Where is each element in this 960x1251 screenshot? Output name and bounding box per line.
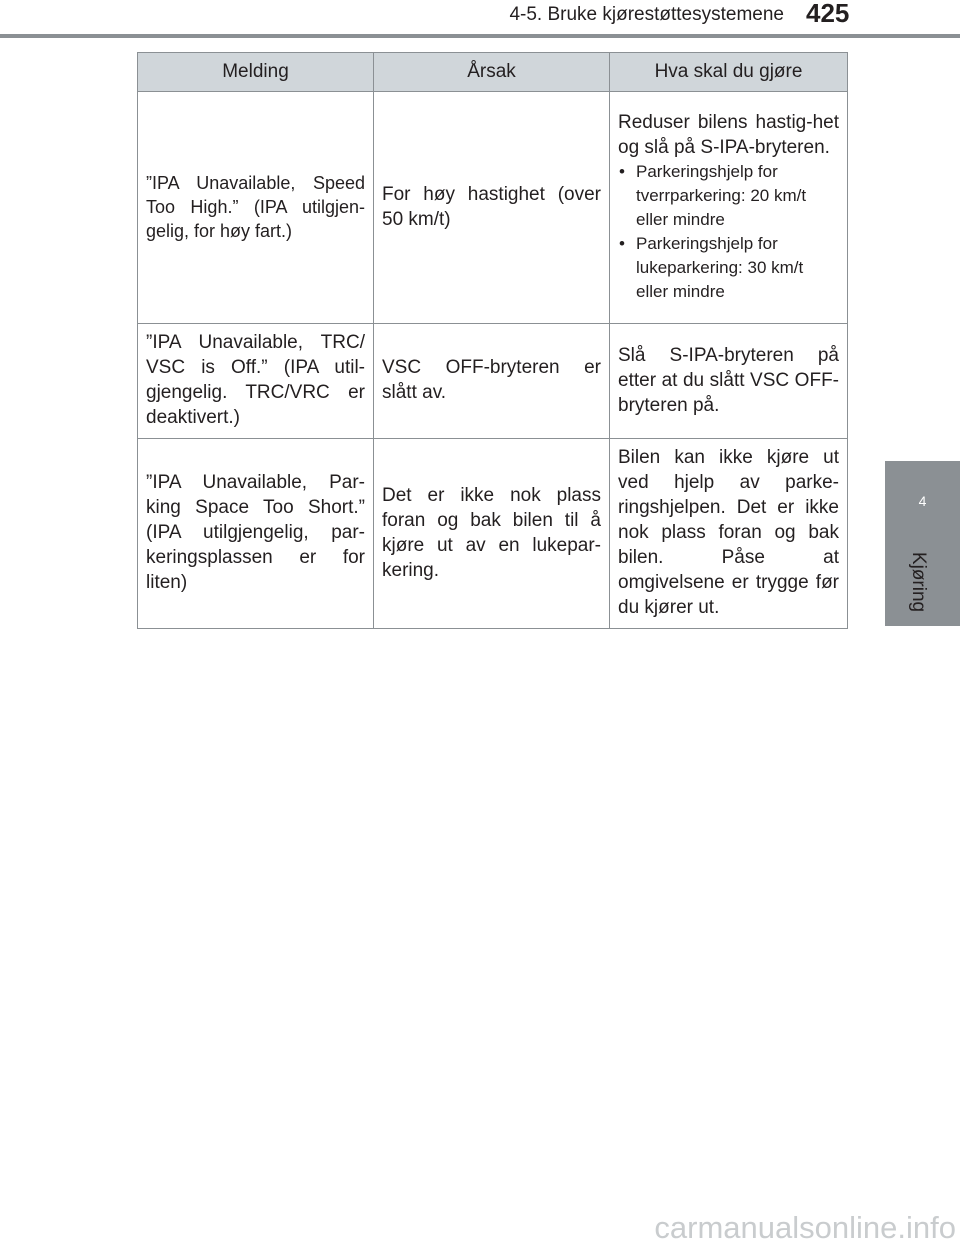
message-table: [137, 52, 848, 629]
speed-limit-list: [618, 160, 839, 304]
cause-cell: VSC OFF-bryteren er slått av.: [374, 324, 610, 439]
action-text: Reduser bilens hastig-het og slå på S-IPA-bryteren.: [618, 111, 839, 158]
watermark: carmanualsonline.info: [654, 1210, 956, 1245]
page-number: 425: [806, 0, 850, 28]
header-rule: [0, 34, 960, 38]
column-header-message: Melding: [138, 53, 374, 92]
table-header-row: [138, 53, 848, 92]
action-cell: [610, 92, 848, 324]
chapter-label: Kjøring: [908, 551, 929, 613]
cause-cell: Det er ikke nok plass foran og bak bilen til å kjøre ut av en lukepar-kering.: [374, 439, 610, 629]
message-cell: ”IPA Unavailable, Speed Too High.” (IPA utilgjen-gelig, for høy fart.): [138, 92, 374, 324]
list-item: • Parkeringshjelp for lukeparkering: 30 km/t eller mindre: [618, 232, 839, 304]
list-item: • Parkeringshjelp for tverrparkering: 20 km/t eller mindre: [618, 160, 839, 232]
section-title: 4-5. Bruke kjørestøttesystemene: [509, 4, 784, 25]
table-row: [138, 92, 848, 324]
action-cell: Slå S-IPA-bryteren på etter at du slått VSC OFF-bryteren på.: [610, 324, 848, 439]
column-header-action: Hva skal du gjøre: [610, 53, 848, 92]
table-row: [138, 439, 848, 629]
message-cell: ”IPA Unavailable, TRC/ VSC is Off.” (IPA util-gjengelig. TRC/VRC er deaktivert.): [138, 324, 374, 439]
table-row: [138, 324, 848, 439]
cause-cell: For høy hastighet (over 50 km/t): [374, 92, 610, 324]
message-cell: ”IPA Unavailable, Par-king Space Too Short.” (IPA utilgjengelig, par-keringsplassen er for liten): [138, 439, 374, 629]
chapter-number: 4: [918, 493, 927, 509]
action-cell: Bilen kan ikke kjøre ut ved hjelp av parke-ringshjelpen. Det er ikke nok plass foran og bak bilen. Påse at omgivelsene er trygge før du kjører ut.: [610, 439, 848, 629]
column-header-cause: Årsak: [374, 53, 610, 92]
